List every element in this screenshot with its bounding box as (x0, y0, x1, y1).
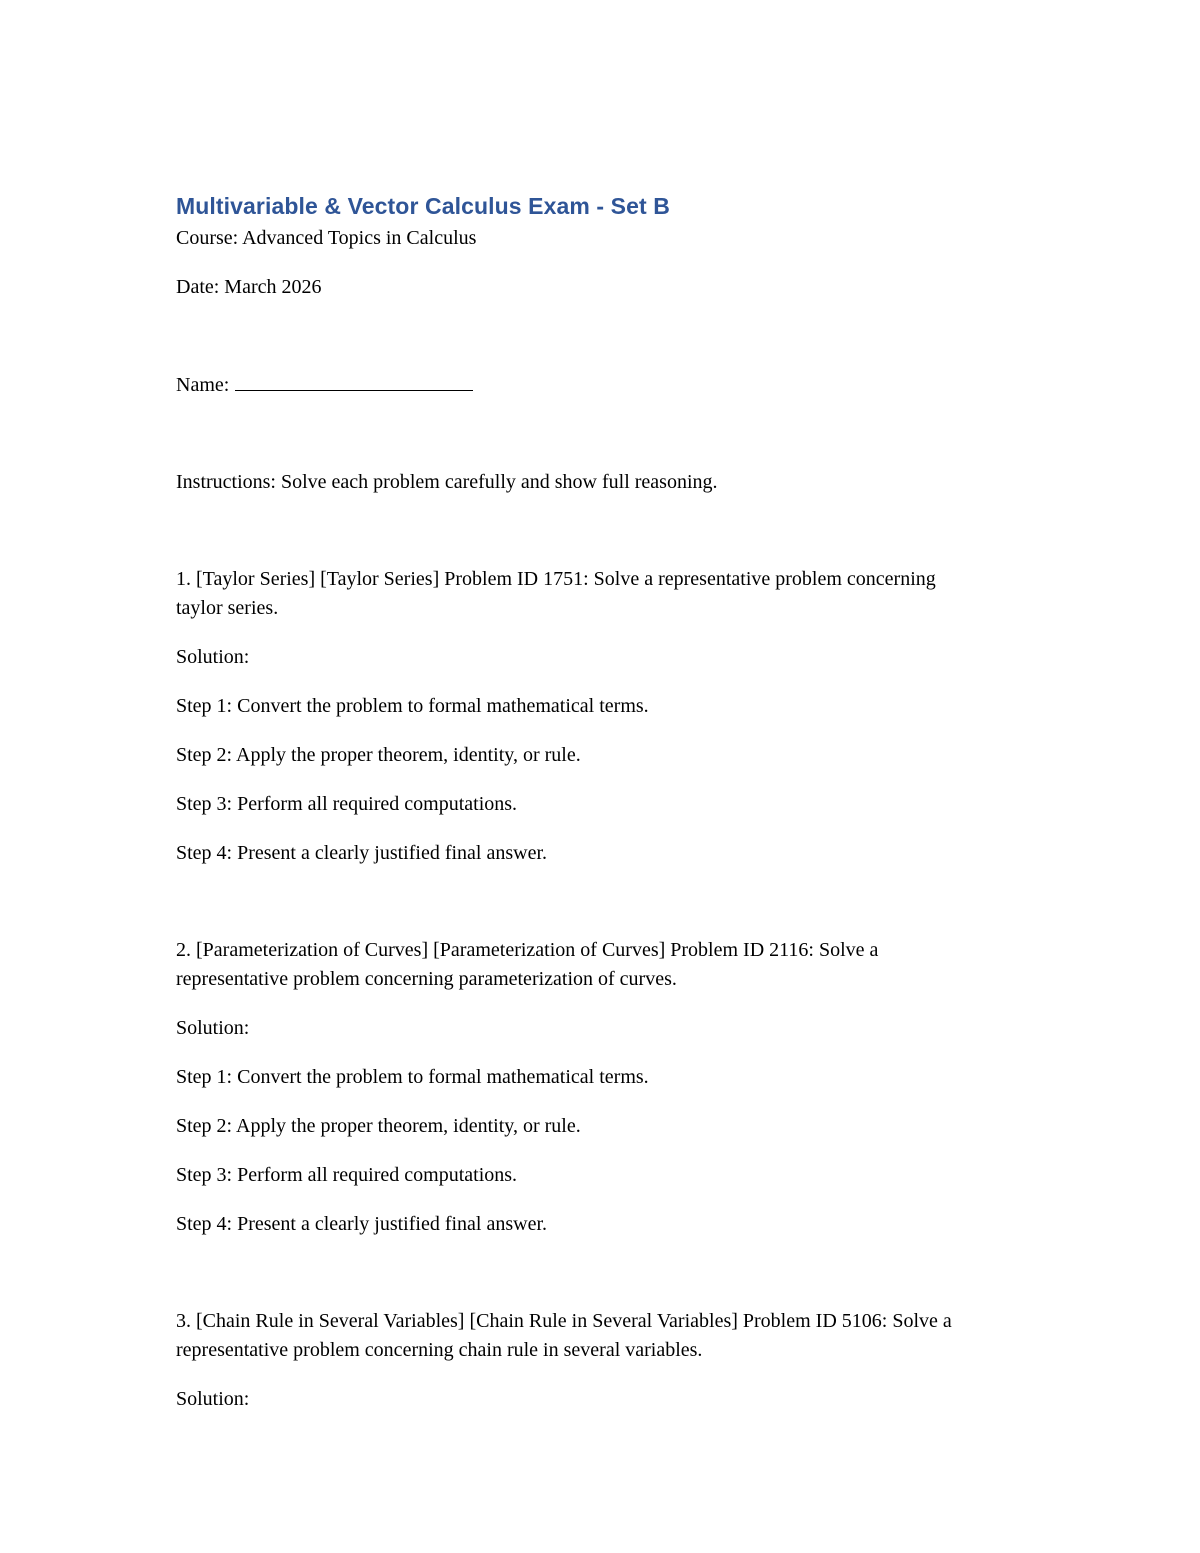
problem-1 (176, 565, 986, 868)
solution-label: Solution: (176, 646, 250, 668)
solution-label: Solution: (176, 1388, 250, 1410)
spacer (176, 1259, 986, 1307)
instructions: Instructions: Solve each problem carefully and show full reasoning. (176, 471, 718, 493)
problem-2 (176, 936, 986, 1239)
course-line: Course: Advanced Topics in Calculus (176, 227, 477, 249)
spacer (176, 517, 986, 565)
spacer (176, 420, 986, 468)
spacer (176, 322, 986, 370)
solution-label: Solution: (176, 1017, 250, 1039)
problem-question: 3. [Chain Rule in Several Variables] [Chain Rule in Several Variables] Problem ID 5106: Solve a representative problem concerning chain rule in several variables. (176, 1310, 952, 1361)
solution-step: Step 2: Apply the proper theorem, identity, or rule. (176, 744, 581, 766)
solution-step: Step 3: Perform all required computations. (176, 793, 518, 815)
solution-step: Step 1: Convert the problem to formal mathematical terms. (176, 695, 649, 717)
solution-step: Step 4: Present a clearly justified final answer. (176, 842, 548, 864)
date-line: Date: March 2026 (176, 276, 322, 298)
document-body (176, 190, 986, 1434)
spacer (176, 888, 986, 936)
solution-step: Step 4: Present a clearly justified final answer. (176, 1213, 548, 1235)
name-field (176, 370, 986, 400)
name-label: Name: (176, 374, 230, 396)
exam-title: Multivariable & Vector Calculus Exam - Set B (176, 193, 670, 219)
problem-3 (176, 1307, 986, 1414)
solution-step: Step 1: Convert the problem to formal mathematical terms. (176, 1066, 649, 1088)
solution-step: Step 3: Perform all required computations. (176, 1164, 518, 1186)
solution-step: Step 2: Apply the proper theorem, identity, or rule. (176, 1115, 581, 1137)
name-blank-line[interactable] (235, 370, 473, 391)
problem-question: 2. [Parameterization of Curves] [Parameterization of Curves] Problem ID 2116: Solve a representative problem concerning parameterization of curves. (176, 939, 879, 990)
problem-question: 1. [Taylor Series] [Taylor Series] Problem ID 1751: Solve a representative problem concerning taylor series. (176, 568, 936, 619)
